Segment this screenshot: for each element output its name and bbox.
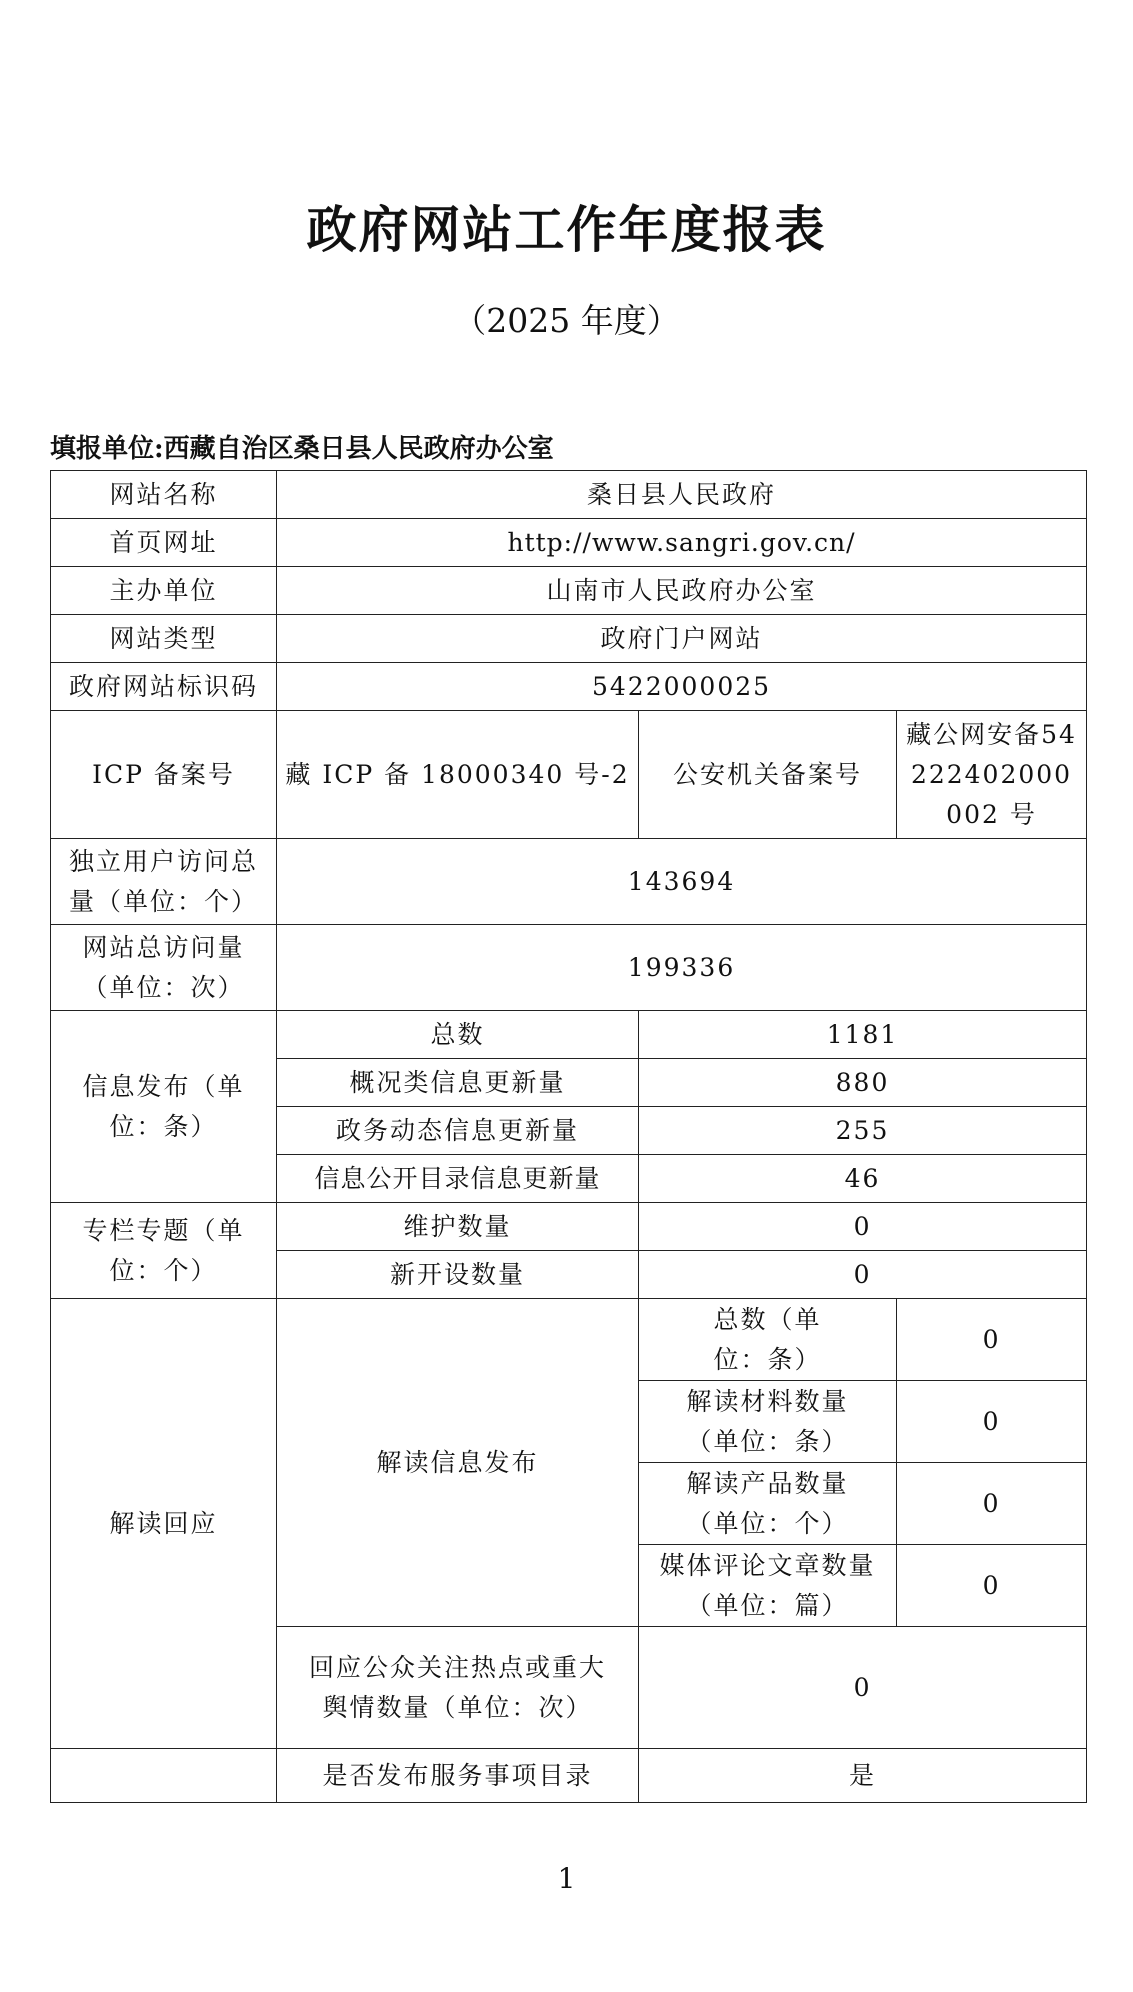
report-year: （2025 年度） <box>453 301 680 340</box>
column-new-value: 0 <box>639 1251 1087 1299</box>
response-label: 回应公众关注热点或重大舆情数量（单位：次） <box>277 1627 639 1749</box>
icp-label: ICP 备案号 <box>51 711 277 839</box>
uv-value: 143694 <box>277 839 1087 925</box>
interp-product-label: 解读产品数量（单位：个） <box>639 1463 897 1545</box>
info-catalog-value: 46 <box>639 1155 1087 1203</box>
pv-value: 199336 <box>277 925 1087 1011</box>
interp-media-label: 媒体评论文章数量（单位：篇） <box>639 1545 897 1627</box>
filing-unit: 填报单位:西藏自治区桑日县人民政府办公室 <box>50 434 554 464</box>
pv-label: 网站总访问量（单位：次） <box>51 925 277 1011</box>
homepage-value[interactable]: http://www.sangri.gov.cn/ <box>277 519 1087 567</box>
id-code-value: 5422000025 <box>277 663 1087 711</box>
site-type-label: 网站类型 <box>51 615 277 663</box>
info-overview-label: 概况类信息更新量 <box>277 1059 639 1107</box>
response-value: 0 <box>639 1627 1087 1749</box>
column-maintain-label: 维护数量 <box>277 1203 639 1251</box>
uv-label: 独立用户访问总量（单位：个） <box>51 839 277 925</box>
column-label: 专栏专题（单位：个） <box>51 1203 277 1299</box>
info-news-value: 255 <box>639 1107 1087 1155</box>
icp-value: 藏 ICP 备 18000340 号-2 <box>277 711 639 839</box>
column-maintain-value: 0 <box>639 1203 1087 1251</box>
report-table <box>50 470 1087 1803</box>
interp-media-value: 0 <box>897 1545 1087 1627</box>
info-overview-value: 880 <box>639 1059 1087 1107</box>
interp-release-label: 解读信息发布 <box>277 1299 639 1627</box>
police-value: 藏公网安备54222402000002 号 <box>897 711 1087 839</box>
site-name-value: 桑日县人民政府 <box>277 471 1087 519</box>
info-news-label: 政务动态信息更新量 <box>277 1107 639 1155</box>
interp-response-label: 解读回应 <box>51 1299 277 1749</box>
info-release-label: 信息发布（单位：条） <box>51 1011 277 1203</box>
report-title: 政府网站工作年度报表 <box>306 201 827 259</box>
police-label: 公安机关备案号 <box>639 711 897 839</box>
site-type-value: 政府门户网站 <box>277 615 1087 663</box>
interp-total-label: 总数（单位：条） <box>639 1299 897 1381</box>
interp-material-label: 解读材料数量（单位：条） <box>639 1381 897 1463</box>
site-name-label: 网站名称 <box>51 471 277 519</box>
service-empty-cell <box>51 1749 277 1803</box>
host-label: 主办单位 <box>51 567 277 615</box>
id-code-label: 政府网站标识码 <box>51 663 277 711</box>
interp-total-value: 0 <box>897 1299 1087 1381</box>
page-number: 1 <box>557 1862 576 1895</box>
info-total-value: 1181 <box>639 1011 1087 1059</box>
homepage-label: 首页网址 <box>51 519 277 567</box>
column-new-label: 新开设数量 <box>277 1251 639 1299</box>
info-catalog-label: 信息公开目录信息更新量 <box>277 1155 639 1203</box>
interp-product-value: 0 <box>897 1463 1087 1545</box>
interp-material-value: 0 <box>897 1381 1087 1463</box>
host-value: 山南市人民政府办公室 <box>277 567 1087 615</box>
info-total-label: 总数 <box>277 1011 639 1059</box>
service-catalog-label: 是否发布服务事项目录 <box>277 1749 639 1803</box>
service-catalog-value: 是 <box>639 1749 1087 1803</box>
